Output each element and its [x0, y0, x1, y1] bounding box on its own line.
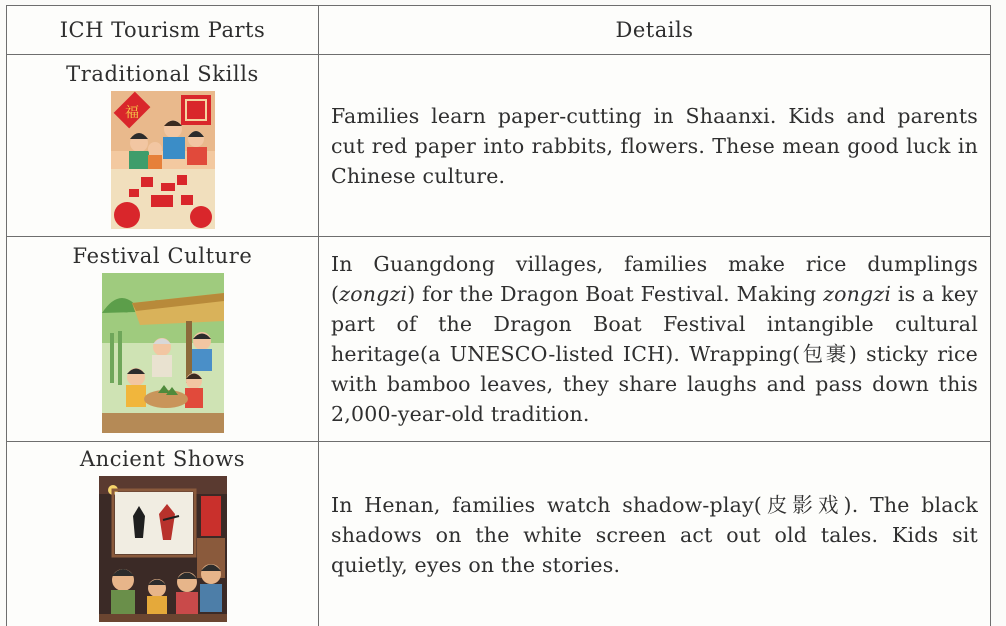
paper-cutting-family-illustration: [111, 91, 215, 229]
part-name: Traditional Skills: [66, 61, 259, 86]
italic-term: zongzi: [339, 282, 408, 306]
details-cell: [319, 237, 991, 442]
details-text: In Guangdong villages, families make rice dumplings (: [331, 252, 978, 306]
table-row: [7, 55, 991, 237]
shadow-play-family-illustration: [99, 476, 227, 622]
part-cell: [7, 237, 319, 442]
table-header-row: [7, 6, 991, 55]
column-header-parts: ICH Tourism Parts: [7, 6, 319, 55]
details-cell: Families learn paper-cutting in Shaanxi. Kids and parents cut red paper into rabbits, flowers. These mean good luck in Chinese culture.: [319, 55, 991, 237]
italic-term: zongzi: [823, 282, 892, 306]
zongzi-making-family-illustration: [102, 273, 224, 433]
svg-text:福: 福: [124, 104, 139, 121]
part-cell: [7, 442, 319, 626]
part-name: Ancient Shows: [79, 447, 246, 471]
details-text: ) for the Dragon Boat Festival. Making: [407, 282, 824, 306]
part-cell: [7, 55, 319, 237]
details-text: is a key part of the Dragon Boat Festival intangible cultural heritage(a UNESCO-listed ICH). Wrapping(包裹) sticky rice with bamboo leaves, they share laughs and pass down this 2,000-year-old tradition.: [331, 282, 978, 426]
details-cell: In Henan, families watch shadow-play(皮影戏). The black shadows on the white screen act out old tales. Kids sit quietly, eyes on the stories.: [319, 442, 991, 626]
part-name: Festival Culture: [72, 244, 253, 268]
column-header-details: Details: [319, 6, 991, 55]
table-row: [7, 442, 991, 626]
ich-tourism-table: [6, 5, 991, 626]
table-row: [7, 237, 991, 442]
